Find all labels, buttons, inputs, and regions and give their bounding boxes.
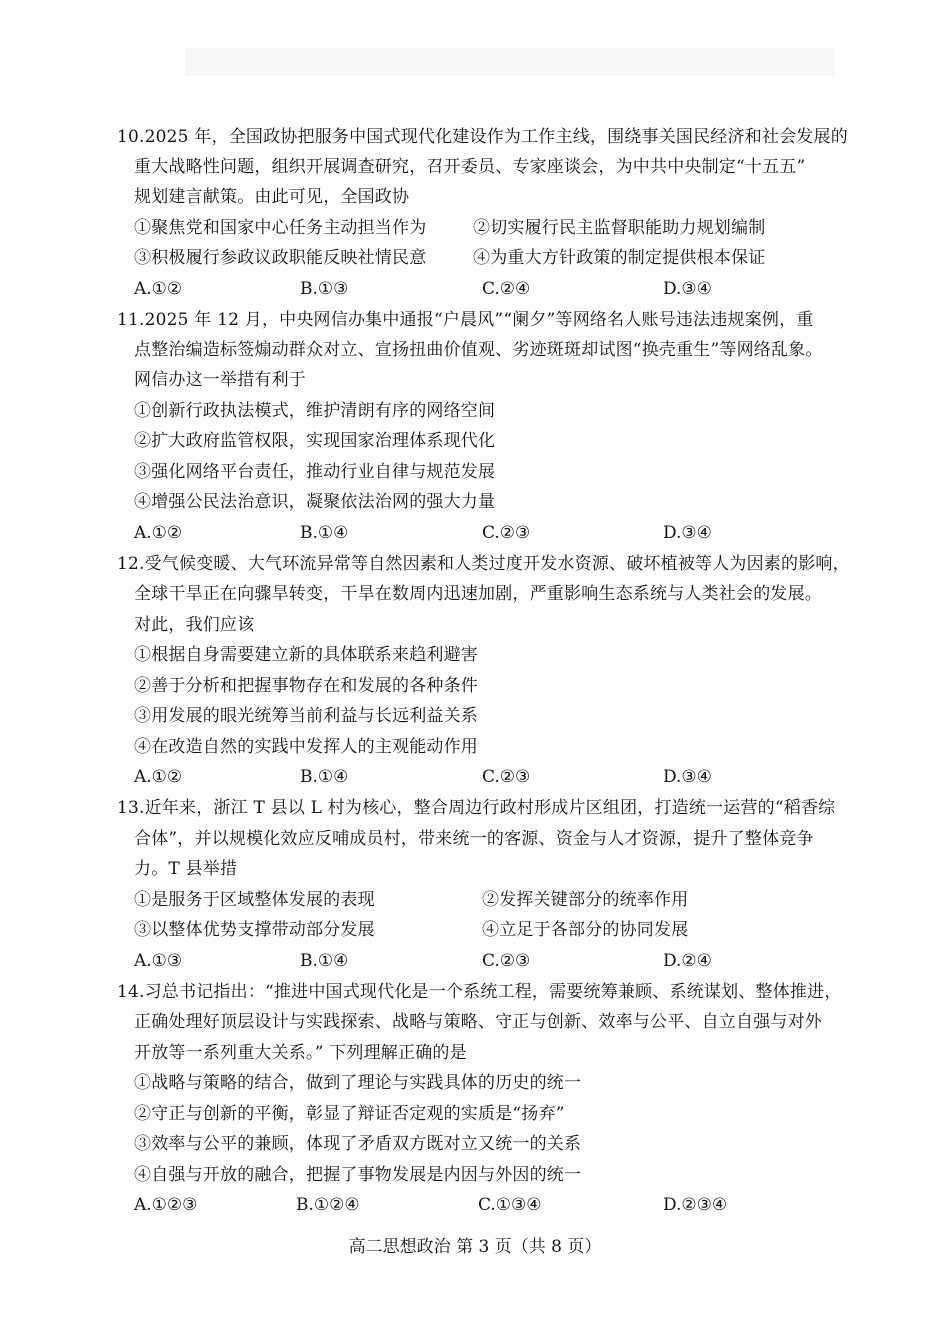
q14-stem-line-3: 开放等一系列重大关系。” 下列理解正确的是	[134, 1043, 467, 1063]
q10-choice-c[interactable]: C.②④	[482, 279, 531, 299]
q11-stem-line-2: 点整治编造标签煽动群众对立、宣扬扭曲价值观、劣迹斑斑却试图“换壳重生”等网络乱象。	[134, 340, 823, 360]
q14-choice-a[interactable]: A.①②③	[134, 1195, 198, 1215]
q10-stem-line-3: 规划建言献策。由此可见，全国政协	[134, 187, 410, 207]
q10-item-1: ①聚焦党和国家中心任务主动担当作为	[134, 218, 427, 238]
q11-choice-b[interactable]: B.①④	[300, 523, 349, 543]
q12-choice-d[interactable]: D.③④	[663, 767, 712, 787]
q11-stem-line-1: 11.2025 年 12 月，中央网信办集中通报“户晨风”“阑夕”等网络名人账号违法违规案例，重	[117, 310, 814, 330]
q14-choice-d[interactable]: D.②③④	[663, 1195, 728, 1215]
q11-item-4: ④增强公民法治意识，凝聚依法治网的强大力量	[134, 492, 496, 512]
q13-item-3: ③以整体优势支撑带动部分发展	[134, 920, 375, 940]
q11-stem-line-3: 网信办这一举措有利于	[134, 370, 306, 390]
q13-choice-c[interactable]: C.②③	[482, 951, 531, 971]
q10-choice-a[interactable]: A.①②	[134, 279, 183, 299]
q13-stem-line-3: 力。T 县举措	[134, 859, 238, 879]
q12-stem-line-3: 对此，我们应该	[134, 615, 255, 635]
q13-choice-a[interactable]: A.①③	[134, 951, 183, 971]
q11-item-2: ②扩大政府监管权限，实现国家治理体系现代化	[134, 431, 496, 451]
q11-choice-a[interactable]: A.①②	[134, 523, 183, 543]
q10-choice-b[interactable]: B.①③	[300, 279, 349, 299]
q13-item-4: ④立足于各部分的协同发展	[482, 920, 689, 940]
q13-stem-line-1: 13.近年来，浙江 T 县以 L 村为核心，整合周边行政村形成片区组团，打造统一运营的“稻香综	[117, 798, 836, 818]
q10-stem-line-2: 重大战略性问题，组织开展调查研究，召开委员、专家座谈会，为中共中央制定“十五五”	[134, 157, 806, 177]
q14-choice-b[interactable]: B.①②④	[296, 1195, 360, 1215]
q13-stem-line-2: 合体”，并以规模化效应反哺成员村，带来统一的客源、资金与人才资源，提升了整体竞争	[134, 829, 814, 849]
q11-item-1: ①创新行政执法模式，维护清朗有序的网络空间	[134, 401, 496, 421]
q10-item-2: ②切实履行民主监督职能助力规划编制	[473, 218, 766, 238]
q11-item-3: ③强化网络平台责任，推动行业自律与规范发展	[134, 462, 496, 482]
q10-stem-line-1: 10.2025 年，全国政协把服务中国式现代化建设作为工作主线，围绕事关国民经济和社会发展的	[117, 127, 848, 147]
q13-item-2: ②发挥关键部分的统率作用	[482, 890, 689, 910]
q12-stem-line-1: 12.受气候变暖、大气环流异常等自然因素和人类过度开发水资源、破坏植被等人为因素的影响，	[117, 554, 850, 574]
q14-item-2: ②守正与创新的平衡，彰显了辩证否定观的实质是“扬弃”	[134, 1104, 565, 1124]
q14-stem-line-2: 正确处理好顶层设计与实践探索、战略与策略、守正与创新、效率与公平、自立自强与对外	[134, 1012, 822, 1032]
q10-choice-d[interactable]: D.③④	[663, 279, 712, 299]
q14-choice-c[interactable]: C.①③④	[478, 1195, 542, 1215]
q13-choice-b[interactable]: B.①④	[300, 951, 349, 971]
q12-choice-b[interactable]: B.①④	[300, 767, 349, 787]
q12-item-4: ④在改造自然的实践中发挥人的主观能动作用	[134, 737, 478, 757]
q13-item-1: ①是服务于区域整体发展的表现	[134, 890, 375, 910]
q14-stem-line-1: 14.习总书记指出：“推进中国式现代化是一个系统工程，需要统筹兼顾、系统谋划、整体推进，	[117, 982, 842, 1002]
q10-item-4: ④为重大方针政策的制定提供根本保证	[473, 248, 766, 268]
q12-item-3: ③用发展的眼光统筹当前利益与长远利益关系	[134, 706, 478, 726]
q11-choice-c[interactable]: C.②③	[482, 523, 531, 543]
q12-choice-c[interactable]: C.②③	[482, 767, 531, 787]
q12-stem-line-2: 全球干旱正在向骤旱转变，干旱在数周内迅速加剧，严重影响生态系统与人类社会的发展。	[134, 584, 822, 604]
q13-choice-d[interactable]: D.②④	[663, 951, 712, 971]
q14-item-1: ①战略与策略的结合，做到了理论与实践具体的历史的统一	[134, 1073, 582, 1093]
q12-choice-a[interactable]: A.①②	[134, 767, 183, 787]
q11-choice-d[interactable]: D.③④	[663, 523, 712, 543]
q10-item-3: ③积极履行参政议政职能反映社情民意	[134, 248, 427, 268]
q12-item-1: ①根据自身需要建立新的具体联系来趋利避害	[134, 645, 478, 665]
q14-item-4: ④自强与开放的融合，把握了事物发展是内因与外因的统一	[134, 1165, 582, 1185]
q14-item-3: ③效率与公平的兼顾，体现了矛盾双方既对立又统一的关系	[134, 1134, 582, 1154]
q12-item-2: ②善于分析和把握事物存在和发展的各种条件	[134, 676, 478, 696]
page-footer: 高二思想政治 第 3 页（共 8 页）	[348, 1237, 602, 1257]
